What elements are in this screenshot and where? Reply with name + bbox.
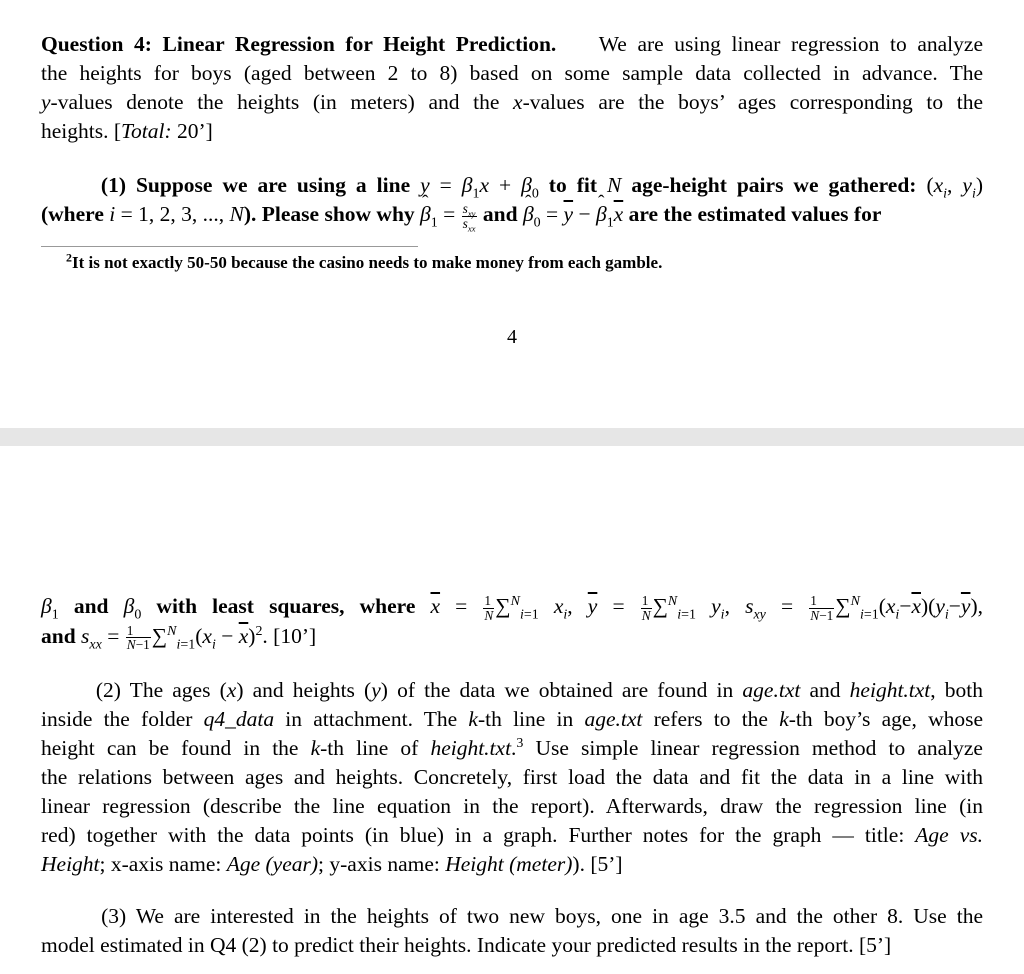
part1-line-3: $\beta_1$ and $\beta_0$ with least squares, where $\overline{x}$ = $\frac{1}{N}$ ∑$^N_{i=1}$ $x_i$, $\overline{y}$ = $\frac{1}{N}$ ∑$^N_{i=1}$ $y_i$, $s_{xy}$ = $\frac{1}{N-1}$ $\sum^N_{i=1}(x_i-\overline{x})(y_i-\overline{y})$, <box>41 593 983 623</box>
part2-line-1: (2) The ages (x) and heights (y) of the data we obtained are found in age.txt and height.txt, both <box>95 678 984 702</box>
part-3 <box>41 902 983 960</box>
part-1-continued <box>41 592 983 652</box>
intro-line-4: heights. [Total: 20’] <box>41 119 213 143</box>
part-1 <box>41 171 984 234</box>
part2-line-4: the relations between ages and heights. Concretely, first load the data and fit the data in a line with <box>41 765 983 789</box>
part1-line-1: (1) Suppose we are using a line $y = \beta_1x + \beta_0$ to fit N age-height pairs we gathered: ($x_i$, $y_i$) <box>100 173 984 202</box>
footnote-2: $^2$It is not exactly 50-50 because the casino needs to make money from each gamble. <box>66 250 663 272</box>
page-number: 4 <box>507 326 517 348</box>
page-5 <box>0 446 1024 974</box>
part2-line-3: height can be found in the k-th line of height.txt.$^3$ Use simple linear regression method to analyze <box>41 735 983 760</box>
part3-line-2: model estimated in Q4 (2) to predict their heights. Indicate your predicted results in the report. [5’] <box>41 933 892 957</box>
part1-line-4: and $s_{xx}$ = $\frac{1}{N-1}$ $\sum^N_{i=1}(x_i - \overline{x})^2$. [10’] <box>41 623 317 653</box>
part-2 <box>41 676 983 879</box>
fraction-sxy-over-sxx: $\frac{s_{xy}}{s_{xx}}$ <box>462 201 476 234</box>
part2-line-2: inside the folder q4_data in attachment. The k-th line in age.txt refers to the k-th boy’s age, whose <box>41 707 984 731</box>
part2-line-7: Height; x-axis name: Age (year); y-axis name: Height (meter)). [5’] <box>41 852 623 876</box>
intro-line-1: Question 4: Linear Regression for Height Prediction. We are using linear regression to analyze <box>41 32 983 56</box>
part1-line-2: (where i = 1, 2, 3, ..., N). Please show why ˆ $\beta_1$ = $\frac{s_{xy}}{s_{xx}}$ and ˆ $\beta_0 = \overline{y}$ − ˆ $\beta_1\overline{x}$ are the estimated values for <box>41 200 983 230</box>
page-4 <box>0 0 1024 428</box>
part3-line-1: (3) We are interested in the heights of two new boys, one in age 3.5 and the other 8. Use the <box>101 904 983 928</box>
part2-line-6: red) together with the data points (in blue) in a graph. Further notes for the graph — title: Age vs. <box>41 823 983 847</box>
question-intro <box>41 30 983 146</box>
footnote-rule <box>41 246 418 247</box>
part2-line-5: linear regression (describe the line equation in the report). Afterwards, draw the regression line (in <box>41 794 983 818</box>
intro-line-3: y-values denote the heights (in meters) and the x-values are the boys’ ages corresponding to the <box>41 90 983 114</box>
question-heading: Question 4: Linear Regression for Height Prediction. <box>41 32 557 56</box>
intro-line-2: the heights for boys (aged between 2 to 8) based on some sample data collected in advance. The <box>41 61 983 85</box>
page-separator <box>0 428 1024 446</box>
